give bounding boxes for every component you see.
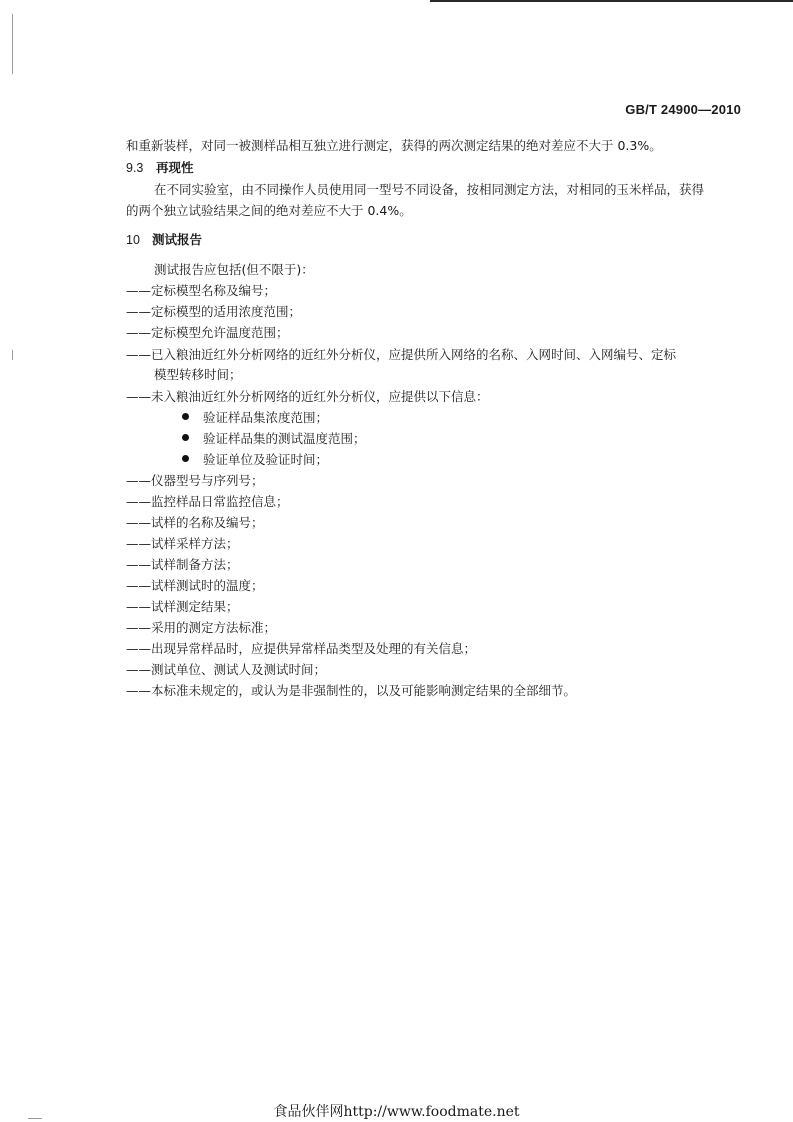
bullet-icon (182, 413, 189, 420)
paragraph-continuation: 和重新装样，对同一被测样品相互独立进行测定，获得的两次测定结果的绝对差应不大于 0.3%。 (126, 138, 662, 153)
list-item: ——监控样品日常监控信息； (126, 494, 289, 509)
section-heading-9-3 (126, 160, 194, 176)
top-scan-line (430, 0, 793, 2)
bullet-icon (182, 455, 189, 462)
section-heading-10 (126, 232, 202, 248)
list-item-continuation: 模型转移时间； (154, 367, 242, 382)
report-intro: 测试报告应包括(但不限于)： (154, 262, 314, 277)
left-scan-mark (12, 14, 13, 74)
list-item: ——试样采样方法； (126, 536, 239, 551)
footer-watermark: 食品伙伴网http://www.foodmate.net (273, 1104, 520, 1120)
list-item: ——采用的测定方法标准； (126, 620, 277, 635)
list-item: ——已入粮油近红外分析网络的近红外分析仪，应提供所入网络的名称、入网时间、入网编号、定标 (126, 347, 677, 362)
list-item: ——本标准未规定的，或认为是非强制性的，以及可能影响测定结果的全部细节。 (126, 683, 577, 698)
list-item: ——定标模型的适用浓度范围； (126, 304, 302, 319)
bullet-item (182, 431, 366, 447)
paragraph-reproducibility-line: 在不同实验室，由不同操作人员使用同一型号不同设备，按相同测定方法，对相同的玉米样品，获得 (154, 182, 705, 197)
list-item: ——未入粮油近红外分析网络的近红外分析仪，应提供以下信息： (126, 389, 489, 404)
section-number: 10 (126, 233, 140, 247)
bullet-item (182, 410, 328, 426)
bullet-text: 验证样品集的测试温度范围； (203, 431, 366, 446)
paragraph-reproducibility-line: 的两个独立试验结果之间的绝对差应不大于 0.4%。 (126, 203, 412, 218)
list-item: ——测试单位、测试人及测试时间； (126, 662, 327, 677)
section-title: 测试报告 (152, 232, 203, 247)
list-item: ——定标模型名称及编号； (126, 283, 277, 298)
list-item: ——试样制备方法； (126, 557, 239, 572)
bullet-text: 验证单位及验证时间； (203, 452, 329, 467)
section-number: 9.3 (126, 161, 144, 175)
section-title: 再现性 (156, 160, 194, 175)
standard-code: GB/T 24900—2010 (625, 102, 741, 117)
list-item: ——试样测试时的温度； (126, 578, 264, 593)
bullet-text: 验证样品集浓度范围； (203, 410, 329, 425)
bullet-icon (182, 434, 189, 441)
left-scan-mark (12, 350, 13, 360)
list-item: ——试样测定结果； (126, 599, 239, 614)
list-item: ——出现异常样品时，应提供异常样品类型及处理的有关信息； (126, 641, 477, 656)
list-item: ——试样的名称及编号； (126, 515, 264, 530)
list-item: ——定标模型允许温度范围； (126, 325, 289, 340)
list-item: ——仪器型号与序列号； (126, 473, 264, 488)
bullet-item (182, 452, 328, 468)
